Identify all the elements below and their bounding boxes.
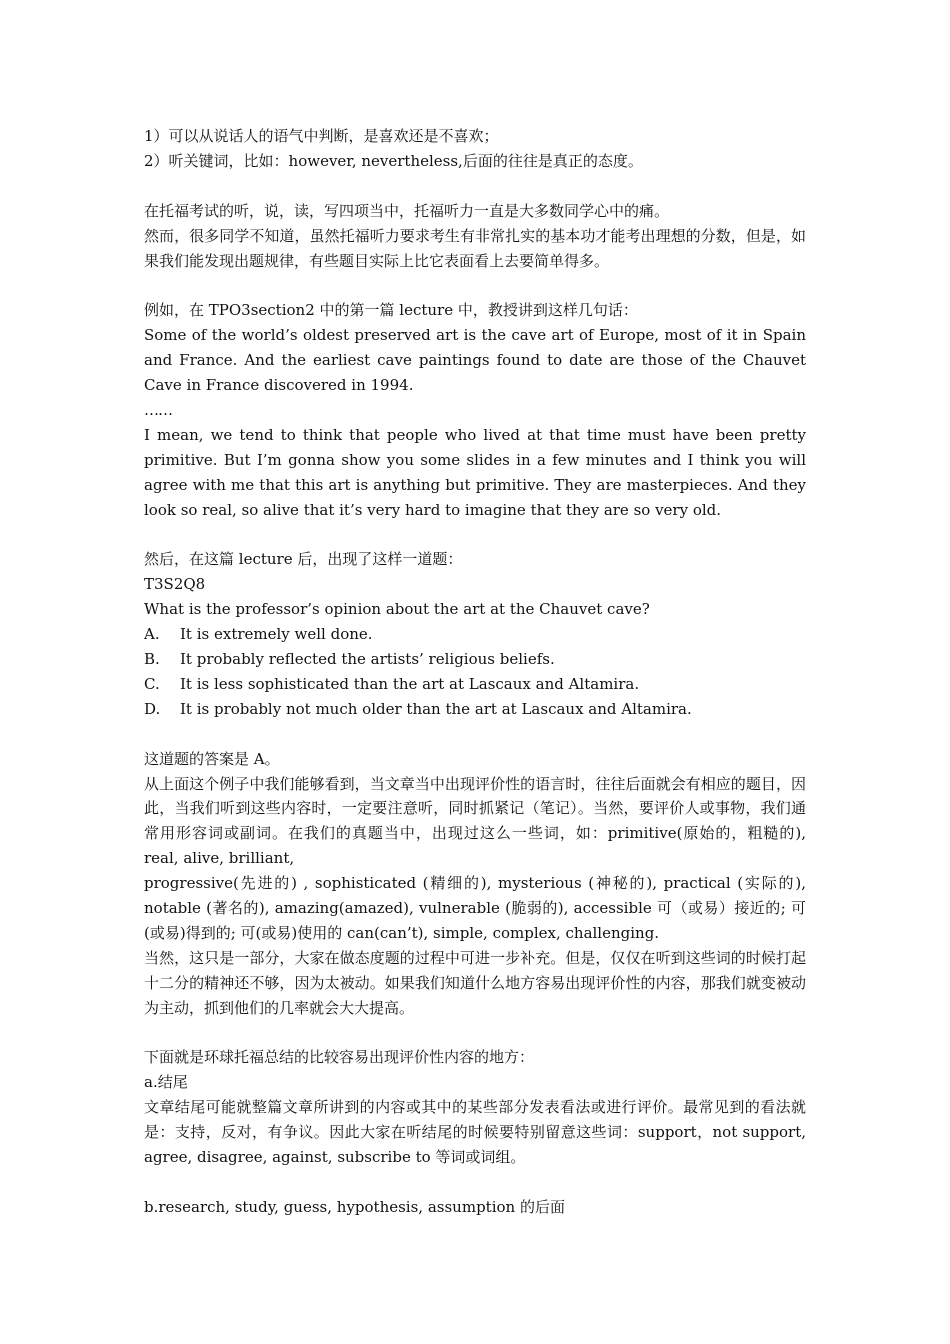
option-text: It is extremely well done. [180,625,373,644]
section-b-title: b.research, study, guess, hypothesis, assumption 的后面 [144,1197,565,1216]
question-text: What is the professor’s opinion about the art at the Chauvet cave? [144,600,650,619]
spacer [144,722,806,747]
spacer [144,1021,806,1046]
paragraph-1-line-1: 在托福考试的听，说，读，写四项当中，托福听力一直是大多数同学心中的痛。 [144,201,670,220]
answer-line: 这道题的答案是 A。 [144,749,280,768]
lecture-quote-2: I mean, we tend to think that people who lived at that time must have been pretty primitive. But I’m gonna show you some slides in a few minutes and I think you will agree with me that this art is anything but primitive. They are masterpieces. And they look so real, so alive that it’s very hard to imagine that they are so very old. [144,425,806,519]
example-intro: 例如，在 TPO3section2 中的第一篇 lecture 中，教授讲到这样几句话： [144,301,638,320]
spacer [144,522,806,547]
lecture-quote-1: Some of the world’s oldest preserved art is the cave art of Europe, most of it in Spain and France. And the earliest cave paintings found to date are those of the Chauvet Cave in France discovered in 1994. [144,326,806,395]
option-label: C. [144,674,160,693]
option-text: It is less sophisticated than the art at Lascaux and Altamira. [180,674,640,693]
option-text: It is probably not much older than the art at Lascaux and Altamira. [180,699,692,718]
section-a-title: a.结尾 [144,1073,188,1092]
option-a [144,622,806,647]
intro-line-1: 1）可以从说话人的语气中判断，是喜欢还是不喜欢； [144,127,499,145]
spacer [144,273,806,298]
option-b [144,647,806,672]
spacer [144,174,806,199]
vocabulary-list: progressive(先进的) , sophisticated (精细的), mysterious (神秘的), practical (实际的), notable (著名的), amazing(amazed), vulnerable (脆弱的), accessible 可（或易）接近的; 可(或易)得到的; 可(或易)使用的 can(can’t), simple, complex, challenging. [144,874,806,942]
answer-note: 当然，这只是一部分，大家在做态度题的过程中可进一步补充。但是，仅仅在听到这些词的时候打起十二分的精神还不够，因为太被动。如果我们知道什么地方容易出现评价性的内容，那我们就变被动为主动，抓到他们的几率就会大大提高。 [144,948,806,1017]
option-c [144,672,806,697]
answer-paragraph: 从上面这个例子中我们能够看到，当文章当中出现评价性的语言时，往往后面就会有相应的题目，因此，当我们听到这些内容时，一定要注意听，同时抓紧记（笔记）。当然，要评价人或事物，我们通常用形容词或副词。在我们的真题当中，出现过这么一些词，如：primitive(原始的，粗糙的), real, alive, brilliant, [144,774,806,868]
section-a-text: 文章结尾可能就整篇文章所讲到的内容或其中的某些部分发表看法或进行评价。最常见到的看法就是：支持，反对，有争议。因此大家在听结尾的时候要特别留意这些词：support，not support, agree, disagree, against, subscribe to 等词或词组。 [144,1098,806,1167]
document-body [144,124,806,1220]
option-label: B. [144,649,160,668]
option-text: It probably reflected the artists’ religious beliefs. [180,649,555,668]
paragraph-1-line-2: 然而，很多同学不知道，虽然托福听力要求考生有非常扎实的基本功才能考出理想的分数，但是，如果我们能发现出题规律，有些题目实际上比它表面看上去要简单得多。 [144,226,806,270]
option-label: D. [144,699,161,718]
option-label: A. [144,625,160,644]
intro-line-2: 2）听关键词，比如：however, nevertheless,后面的往往是真正的态度。 [144,151,643,170]
option-d [144,697,806,722]
ellipsis: …… [144,400,172,419]
question-id: T3S2Q8 [144,575,206,594]
summary-intro: 下面就是环球托福总结的比较容易出现评价性内容的地方： [144,1048,535,1067]
question-intro: 然后，在这篇 lecture 后，出现了这样一道题： [144,550,463,569]
spacer [144,1170,806,1195]
